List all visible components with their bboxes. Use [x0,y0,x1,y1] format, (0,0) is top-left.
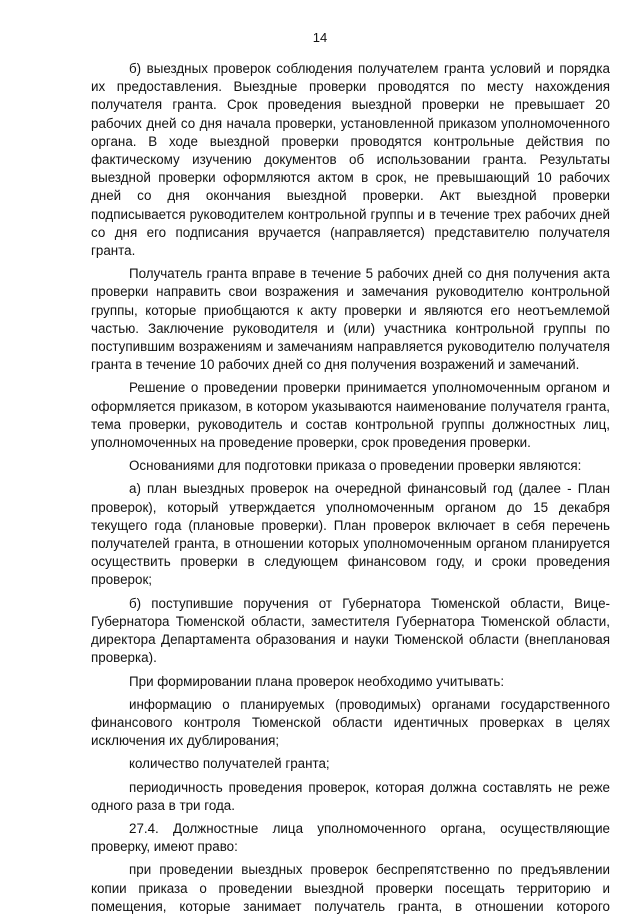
paragraph-planned-controls: информацию о планируемых (проводимых) органами государственного финансового контроля Тюменской области идентичных проверках в целях исключения их дублирования; [91,696,610,749]
paragraph-objections: Получатель гранта вправе в течение 5 рабочих дней со дня получения акта проверки направить свои возражения и замечания руководителю контрольной группы, которые приобщаются к акту проверки и являются его неотъемлемой частью. Заключение руководителя и (или) участника контрольной группы по поступившим возражениям и замечаниям направляется руководителю получателя гранта в течение 10 рабочих дней со дня получения возражений и замечаний. [91,266,610,373]
paragraph-plan-considerations: При формировании плана проверок необходимо учитывать: [129,673,505,689]
paragraph-inspection-decision: Решение о проведении проверки принимается уполномоченным органом и оформляется приказом, в котором указываются наименование получателя гранта, тема проверки, руководитель и состав контрольной группы должностных лиц, уполномоченных на проведение проверки, срок проведения проверки. [91,380,610,451]
paragraph-governor-instructions: б) поступившие поручения от Губернатора Тюменской области, Вице-Губернатора Тюменской области, заместителя Губернатора Тюменской области, директора Департамента образования и науки Тюменской области (внеплановая проверка). [91,595,610,666]
paragraph-recipient-count: количество получателей гранта; [129,756,330,772]
paragraph-premises-access: при проведении выездных проверок беспрепятственно по предъявлении копии приказа о проведении выездной проверки посещать территорию и помещения, которые занимает получатель гранта, в отношении которого [91,862,610,914]
paragraph-inspection-frequency: периодичность проведения проверок, которая должна составлять не реже одного раза в три года. [91,779,610,813]
paragraph-section-27-4: 27.4. Должностные лица уполномоченного органа, осуществляющие проверку, имеют право: [91,820,610,855]
document-body [91,60,610,916]
paragraph-inspection-plan: а) план выездных проверок на очередной финансовый год (далее - План проверок), который утверждается уполномоченным органом до 15 декабря текущего года (плановые проверки). План проверок включает в себя перечень получателей гранта, в отношении которых уполномоченным органом планируется осуществить проверки в следующем финансовом году, и сроки проведения проверок; [91,481,610,588]
paragraph-site-inspections: б) выездных проверок соблюдения получателем гранта условий и порядка их предоставления. Выездные проверки проводятся по месту нахождения получателя гранта. Срок проведения выездной проверки не превышает 20 рабочих дней со дня начала проверки, установленной приказом уполномоченного органа. В ходе выездной проверки проводятся контрольные действия по фактическому изучению документов об использовании гранта. Результаты выездной проверки оформляются актом в срок, не превышающий 10 рабочих дней со дня окончания выездной проверки. Акт выездной проверки подписывается руководителем контрольной группы и в течение трех рабочих дней со дня его подписания вручается (направляется) представителю получателя гранта. [91,61,610,259]
paragraph-order-grounds: Основаниями для подготовки приказа о проведении проверки являются: [129,458,582,474]
page-number: 14 [312,30,328,45]
